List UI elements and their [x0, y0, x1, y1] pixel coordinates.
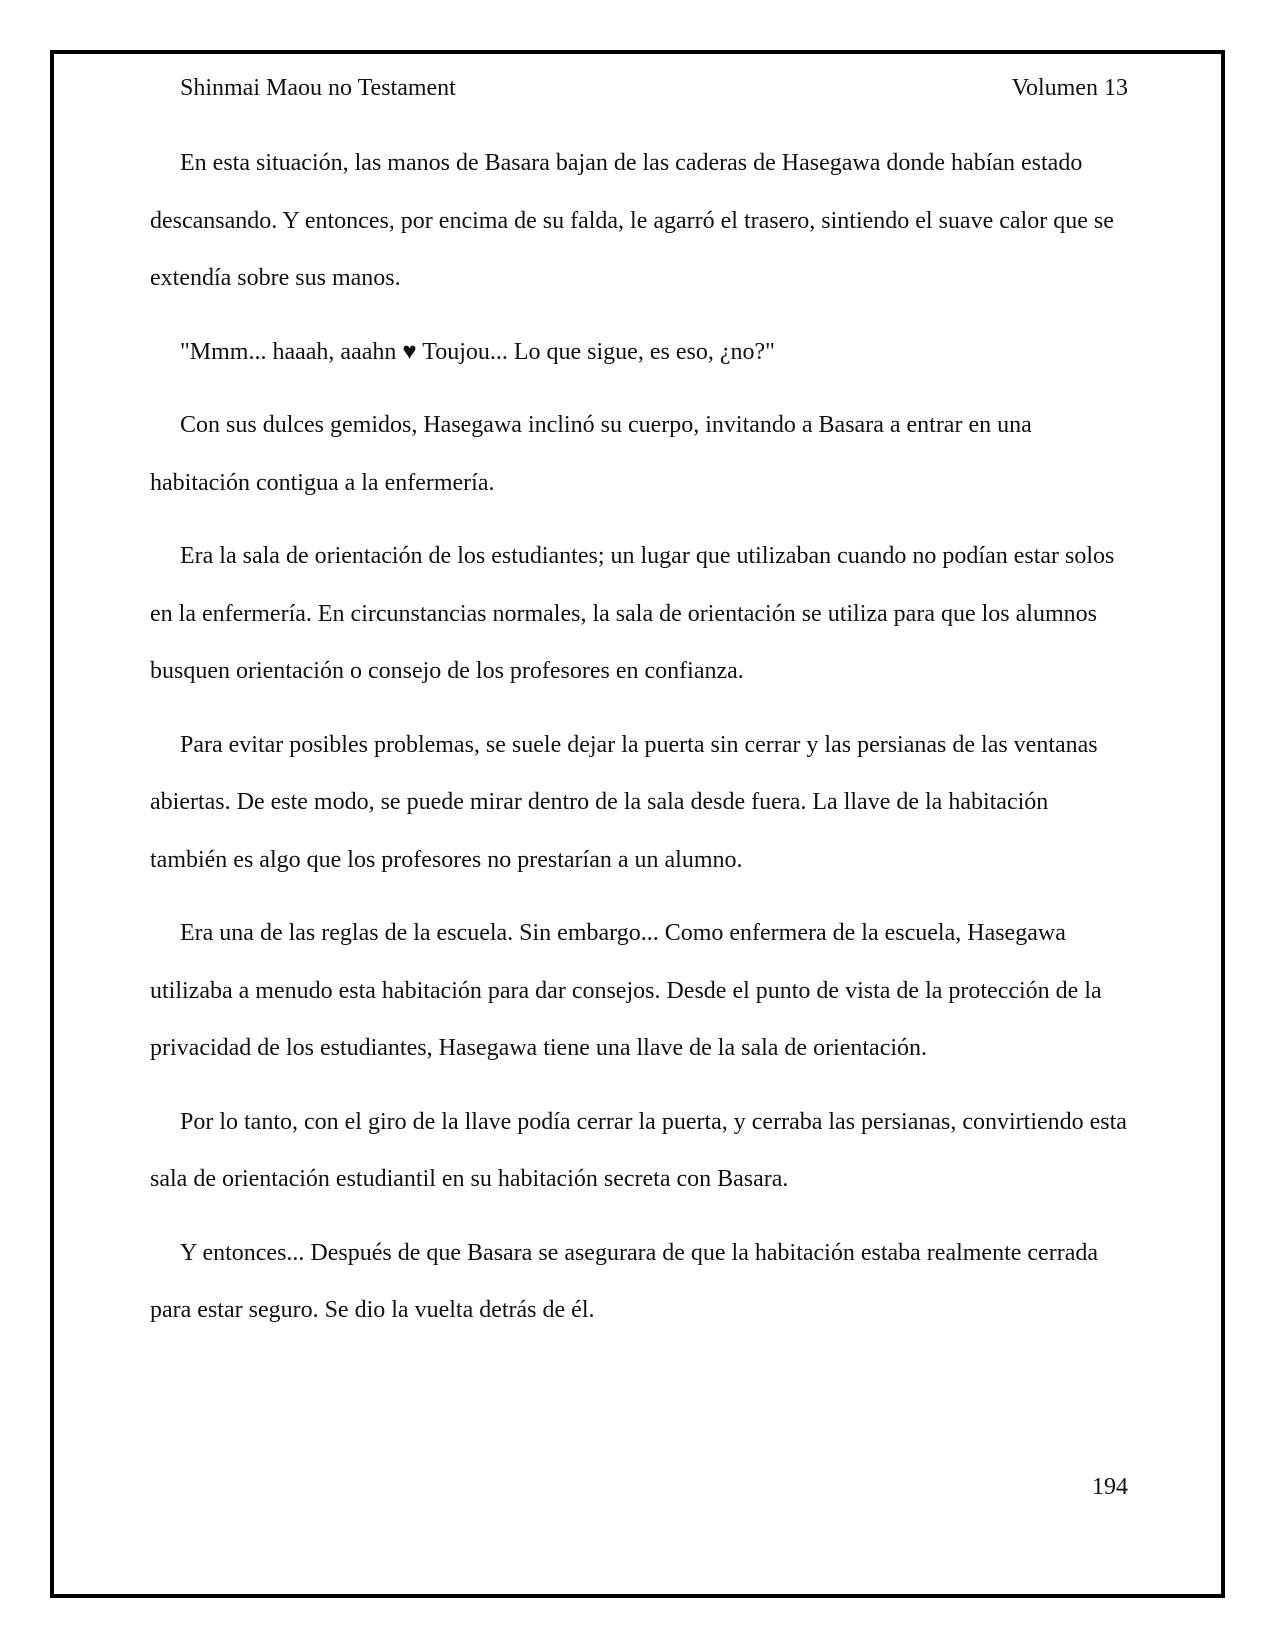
paragraph: Por lo tanto, con el giro de la llave podía cerrar la puerta, y cerraba las persianas, convirtiendo esta sala de orientación estudiantil en su habitación secreta con Basara.: [150, 1108, 1127, 1192]
paragraph: "Mmm... haaah, aaahn ♥ Toujou... Lo que sigue, es eso, ¿no?": [180, 338, 775, 365]
paragraph: Con sus dulces gemidos, Hasegawa inclinó su cuerpo, invitando a Basara a entrar en una habitación contigua a la enfermería.: [150, 412, 1032, 496]
running-header: [180, 71, 1128, 105]
paragraph: Y entonces... Después de que Basara se asegurara de que la habitación estaba realmente cerrada para estar seguro. Se dio la vuelta detrás de él.: [150, 1239, 1098, 1323]
paragraph: Para evitar posibles problemas, se suele dejar la puerta sin cerrar y las persianas de las ventanas abiertas. De este modo, se puede mirar dentro de la sala desde fuera. La llave de la habitación también es algo que los profesores no prestarían a un alumno.: [150, 731, 1098, 873]
page-number: 194: [1092, 1474, 1128, 1500]
volume-label: Volumen 13: [1011, 75, 1128, 101]
book-title: Shinmai Maou no Testament: [180, 75, 456, 101]
paragraph: Era la sala de orientación de los estudiantes; un lugar que utilizaban cuando no podían estar solos en la enfermería. En circunstancias normales, la sala de orientación se utiliza para que los alumnos busquen orientación o consejo de los profesores en confianza.: [150, 543, 1115, 684]
paragraph: En esta situación, las manos de Basara bajan de las caderas de Hasegawa donde habían estado descansando. Y entonces, por encima de su falda, le agarró el trasero, sintiendo el suave calor que se extendía sobre sus manos.: [150, 150, 1114, 291]
body-text: [150, 135, 1130, 1356]
paragraph: Era una de las reglas de la escuela. Sin embargo... Como enfermera de la escuela, Hasegawa utilizaba a menudo esta habitación para dar consejos. Desde el punto de vista de la protección de la privacidad de los estudiantes, Hasegawa tiene una llave de la sala de orientación.: [150, 920, 1102, 1061]
